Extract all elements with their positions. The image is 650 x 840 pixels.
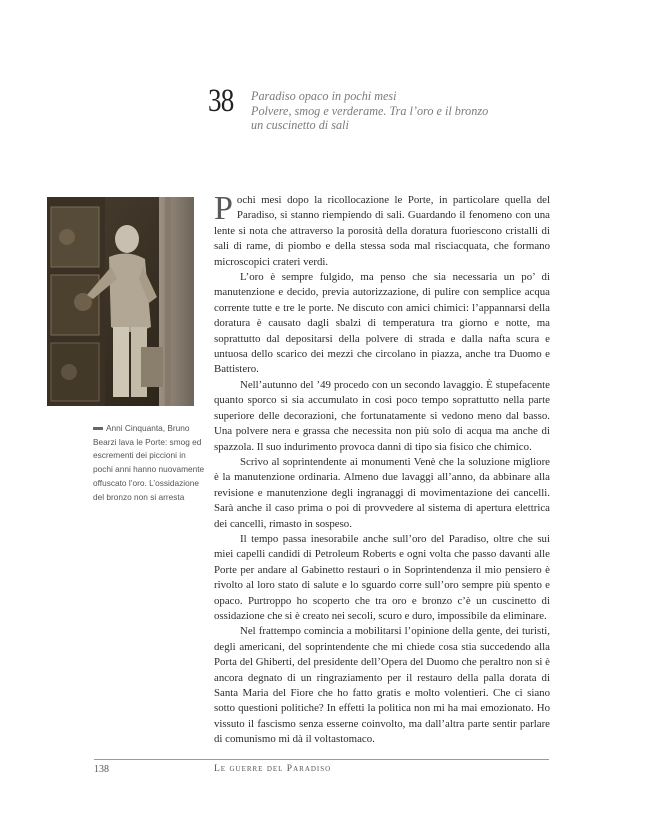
body-paragraph-text: ochi mesi dopo la ricollocazione le Porte, in particolare quella del Paradiso, si stanno riempiendo di sali. Guardando il fenomeno con una lente si nota che attraverso la porosità della doratura fuoriescono cristalli di sali di rame, di piombo e della stessa soda mal risciacquata, che formano microscopici crateri verdi. bbox=[214, 194, 550, 268]
article-body bbox=[214, 190, 550, 748]
chapter-title-line: Paradiso opaco in pochi mesi bbox=[251, 89, 397, 103]
drop-cap: P bbox=[214, 190, 233, 227]
body-paragraph: L’oro è sempre fulgido, ma penso che sia necessaria un po’ di manutenzione e decido, previa autorizzazione, di pulire con semplice acqua corrente tutte e tre le porte. Ne discuto con amici chimici: l’appannarsi della doratura è causato dagli sbalzi di temperatura tra giorno e notte, ma soprattutto dal depositarsi della polvere di strada e dalla nafta scura e untuosa dello scarico dei mezzi che circolano in piazza, anche tra Duomo e Battistero. bbox=[214, 271, 550, 376]
running-title: Le guerre del Paradiso bbox=[214, 764, 332, 774]
body-paragraph: Nel frattempo comincia a mobilitarsi l’opinione della gente, dei turisti, degli americani, del soprintendente che mi chiede cosa stia succedendo alla Porta del Ghiberti, del presidente dell’Opera del Duomo che peraltro non si è ancora degnato di un ringraziamento per il restauro della palla dorata di Santa Maria del Fiore che ho fatto gratis e molto volentieri. Che ci siano sotto questioni politiche? In effetti la politica non mi ha mai emozionato. Ho vissuto il fascismo senza esserne coinvolto, ma dall’altra parte sentir parlare di comunismo mi dà il voltastomaco. bbox=[214, 625, 550, 746]
body-paragraph: Scrivo al soprintendente ai monumenti Venè che la soluzione migliore è la manutenzione ordinaria. Almeno due lavaggi all’anno, da abbinare alla revisione e manutenzione degli ingranaggi di movimentazione dei cancelli. Sarà anche il caso prima o poi di provvedere al sistema di apertura elettrica dei cancelli, rimasto in sospeso. bbox=[214, 455, 550, 530]
chapter-subtitle-line: Polvere, smog e verderame. Tra l’oro e il bronzo bbox=[251, 103, 489, 118]
chapter-subtitle-line: un cuscinetto di sali bbox=[251, 118, 349, 133]
chapter-number: 38 bbox=[208, 83, 234, 119]
page-number: 138 bbox=[94, 764, 109, 775]
caption-text: Anni Cinquanta, Bruno Bearzi lava le Porte: smog ed escrementi dei piccioni in pochi anni hanno nuovamente offuscato l’oro. L’ossidazione del bronzo non si arresta bbox=[93, 423, 205, 502]
body-paragraph: Il tempo passa inesorabile anche sull’oro del Paradiso, oltre che sui miei capelli candidi di Petroleum Roberts e ogni volta che passo davanti alle Porte per andare al Gabinetto restauri o in Soprintendenza il mio pensiero è rivolto al loro stato di salute e lo sguardo corre sull’oro sempre più spento e opaco. Purtroppo ho scoperto che tra oro e bronzo c’è un cuscinetto di ossidazione che si è creato nei secoli, scuro e duro, impossibile da eliminare. bbox=[214, 532, 550, 622]
body-paragraph: Nell’autunno del ’49 procedo con un secondo lavaggio. È stupefacente quanto sporco si sia accumulato in così poco tempo soprattutto nella parte superiore delle decorazioni, che fortunatamente si vedono meno dal basso. Una polvere nera e grassa che necessita non più solo di acqua ma anche di spazzola. Il suo indurimento provoca danni di tipo sia fisico che chimico. bbox=[214, 378, 550, 453]
historical-photo bbox=[47, 197, 194, 406]
chapter-title-block bbox=[251, 89, 571, 133]
footer-divider bbox=[94, 759, 549, 760]
caption-dash-mark bbox=[93, 427, 103, 430]
photo-caption bbox=[93, 422, 205, 504]
photo-illustration bbox=[47, 197, 194, 406]
body-paragraph bbox=[214, 190, 550, 270]
